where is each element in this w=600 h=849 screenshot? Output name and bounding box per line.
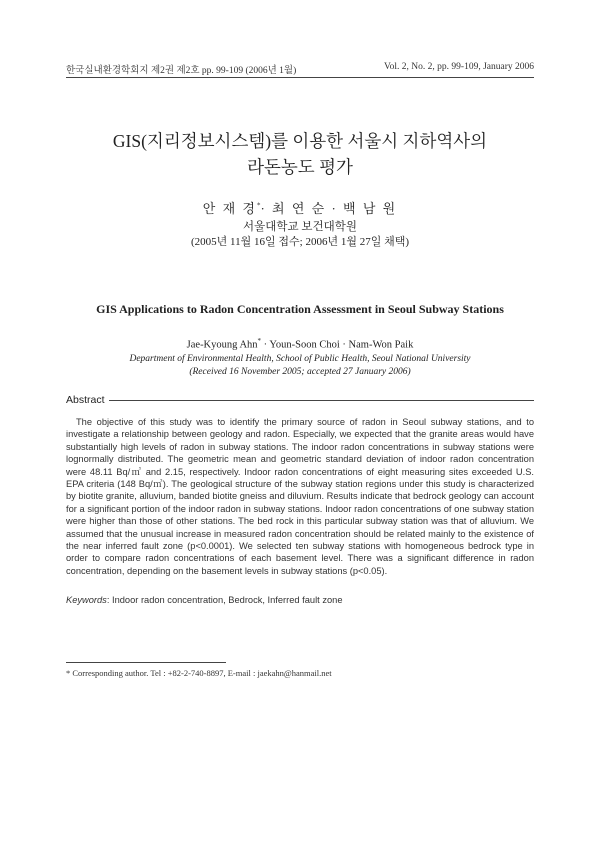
keywords-value: : Indoor radon concentration, Bedrock, Inferred fault zone <box>106 595 343 605</box>
footnote: * Corresponding author. Tel : +82-2-740-8897, E-mail : jaekahn@hanmail.net <box>66 668 332 678</box>
running-header-left: 한국실내환경학회지 제2권 제2호 pp. 99-109 (2006년 1월) <box>66 66 297 76</box>
abstract-text: The objective of this study was to identify the primary source of radon in Seoul subway stations, and to investigate a relationship between geology and radon. Especially, we expected that the granite areas would have substantially high levels of radon in subway stations. The indoor radon concentrations in subway stations were lognormally distributed. The geometric mean and geometric standard deviation of indoor radon concentration were 48.11 Bq/㎥ and 2.15, respectively. Indoor radon concentrations of eight measuring sites exceeded U.S. EPA criteria (148 Bq/㎥). The geological structure of the subway station regions under this study is characterized by biotite granite, alluvium, banded biotite gneiss and diluvium. Results indicate that bedrock geology can account for a significant portion of the indoor radon in subway stations. Indoor radon concentrations of one subway station were higher than those of other stations. The bed rock in this particular subway station was that of alluvium. We assumed that the unusual increase in measured radon concentration should be related mainly to the existence of the near inferred fault zone (p<0.0001). We selected ten subway stations with homogeneous bedrock type in order to compare radon concentrations of each basement level. There was a significant difference in radon concentration, depending on the basement levels in subway stations (p<0.05). <box>66 417 534 576</box>
english-affiliation <box>0 353 600 379</box>
corresponding-mark-en: * <box>257 337 262 345</box>
english-authors-rest: · Youn-Soon Choi · Nam-Won Paik <box>261 339 414 351</box>
english-author1: Jae-Kyoung Ahn <box>186 339 258 351</box>
english-title: GIS Applications to Radon Concentration Assessment in Seoul Subway Stations <box>96 302 504 316</box>
abstract-heading <box>66 394 534 406</box>
keywords-label: Keywords <box>66 595 107 605</box>
corresponding-mark: * <box>256 201 261 210</box>
english-received: (Received 16 November 2005; accepted 27 January 2006) <box>189 367 411 377</box>
korean-author1: 안 재 경 <box>202 201 257 216</box>
footnote-rule <box>66 662 226 663</box>
keywords <box>66 595 343 605</box>
korean-authors <box>0 198 600 217</box>
korean-received: (2005년 11월 16일 접수; 2006년 1월 27일 채택) <box>191 236 409 248</box>
header-rule <box>66 77 534 78</box>
english-affiliation-text: Department of Environmental Health, School of Public Health, Seoul National University <box>129 354 471 364</box>
korean-authors-rest: · 최 연 순 · 백 남 원 <box>260 201 398 216</box>
korean-title <box>0 128 600 180</box>
abstract-label: Abstract <box>66 394 105 406</box>
korean-affiliation: 서울대학교 보건대학원 <box>243 221 357 233</box>
running-header-right: Vol. 2, No. 2, pp. 99-109, January 2006 <box>384 62 534 72</box>
korean-title-line1: GIS(지리정보시스템)를 이용한 서울시 지하역사의 <box>112 131 488 151</box>
korean-title-line2: 라돈농도 평가 <box>247 157 353 177</box>
english-authors <box>0 337 600 351</box>
abstract-rule <box>109 400 534 401</box>
